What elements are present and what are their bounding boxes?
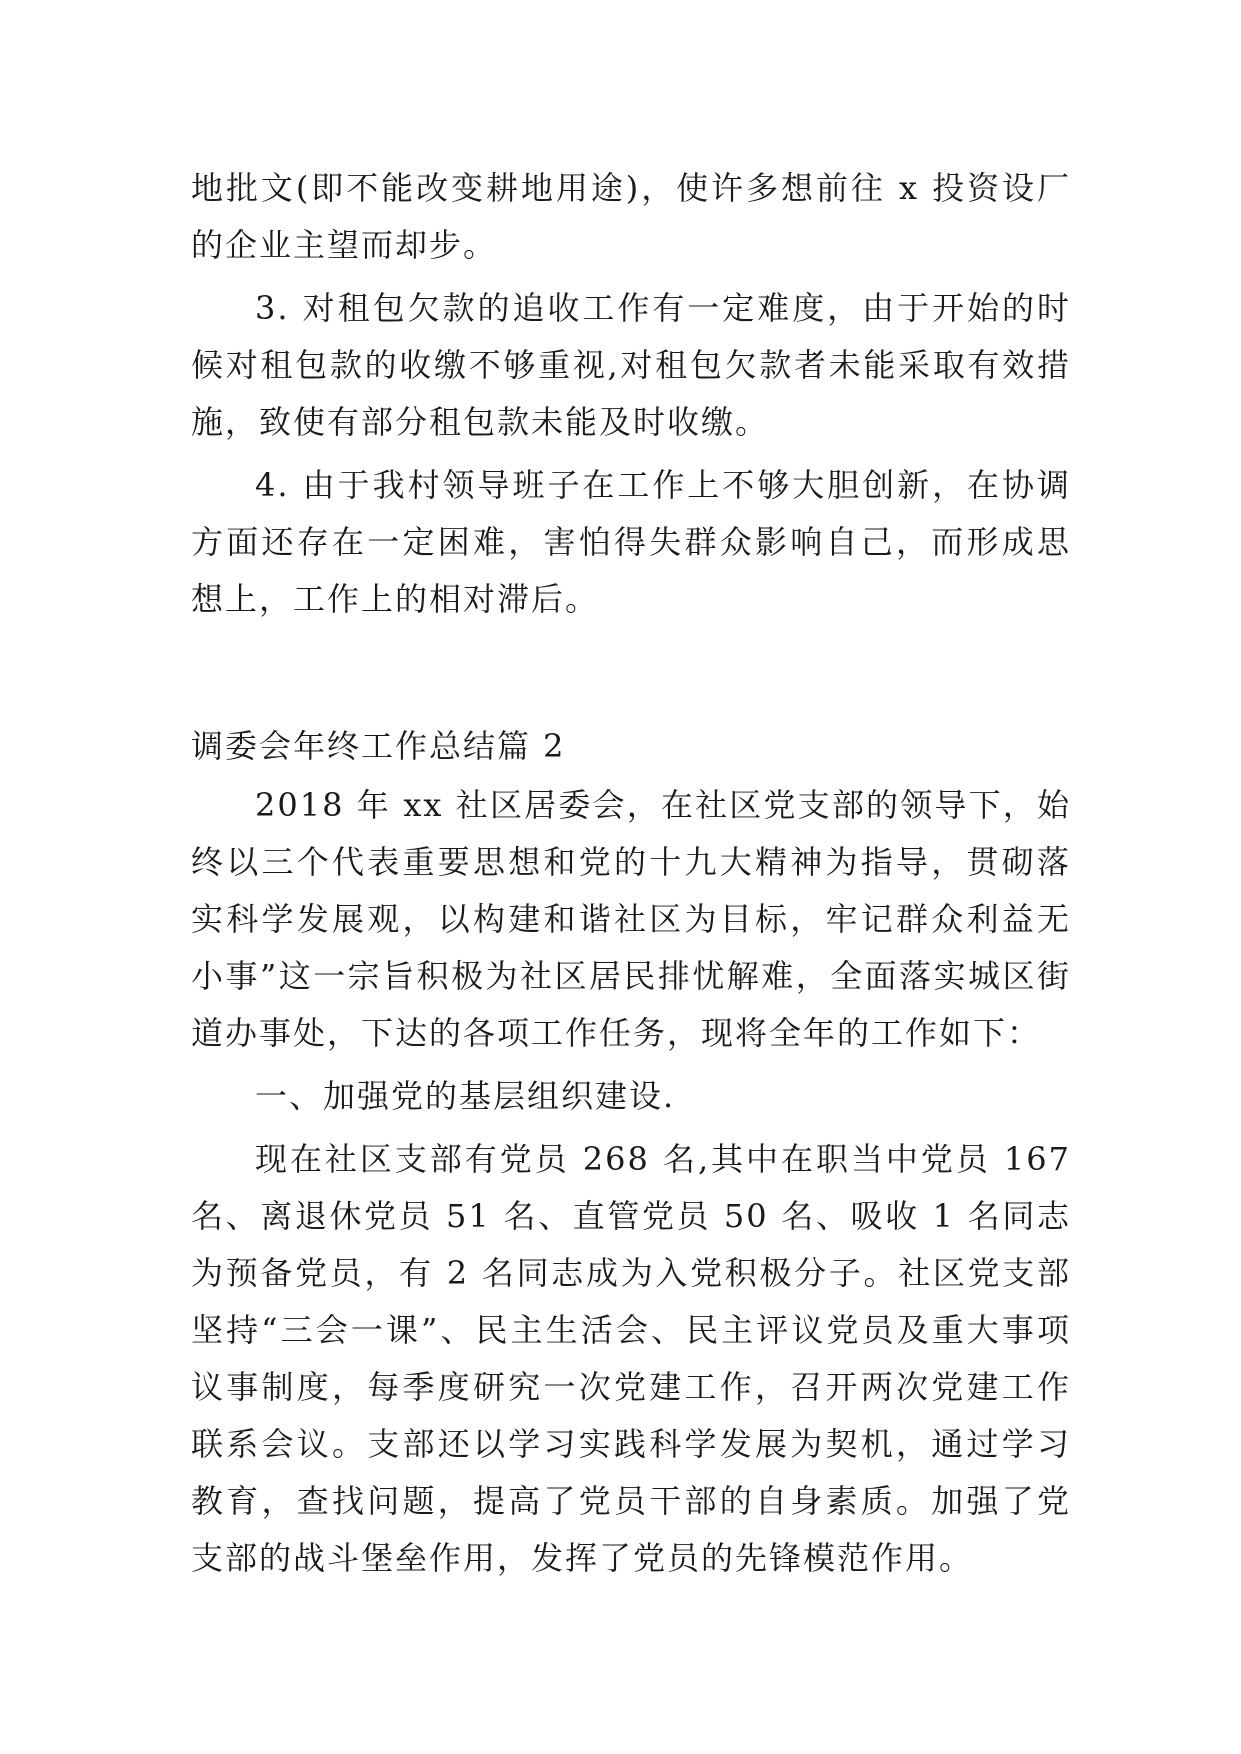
paragraph-continued: 地批文(即不能改变耕地用途)，使许多想前往 x 投资设厂的企业主望而却步。 — [191, 169, 1071, 264]
document-body — [191, 160, 1071, 1593]
paragraph-item-3: 3. 对租包欠款的追收工作有一定难度，由于开始的时候对租包款的收缴不够重视,对租包欠款者未能采取有效措施，致使有部分租包款未能及时收缴。 — [191, 289, 1071, 441]
paragraph-intro: 2018 年 xx 社区居委会，在社区党支部的领导下，始终以三个代表重要思想和党的十九大精神为指导，贯砌落实科学发展观，以构建和谐社区为目标，牢记群众利益无小事”这一宗旨积极为社区居民排忧解难，全面落实城区街道办事处，下达的各项工作任务，现将全年的工作如下： — [191, 786, 1071, 1052]
paragraph-party-members: 现在社区支部有党员 268 名,其中在职当中党员 167 名、离退休党员 51 名、直管党员 50 名、吸收 1 名同志为预备党员，有 2 名同志成为入党积极分子。社区党支部坚持“三会一课”、民主生活会、民主评议党员及重大事项议事制度，每季度研究一次党建工作，召开两次党建工作联系会议。支部还以学习实践科学发展为契机，通过学习教育，查找问题，提高了党员干部的自身素质。加强了党支部的战斗堡垒作用，发挥了党员的先锋模范作用。 — [191, 1140, 1071, 1577]
section-title: 调委会年终工作总结篇 2 — [191, 727, 566, 765]
paragraph-item-4: 4. 由于我村领导班子在工作上不够大胆创新，在协调方面还存在一定困难，害怕得失群众影响自己，而形成思想上，工作上的相对滞后。 — [191, 466, 1071, 618]
subheading-party-building: 一、加强党的基层组织建设. — [255, 1077, 676, 1115]
